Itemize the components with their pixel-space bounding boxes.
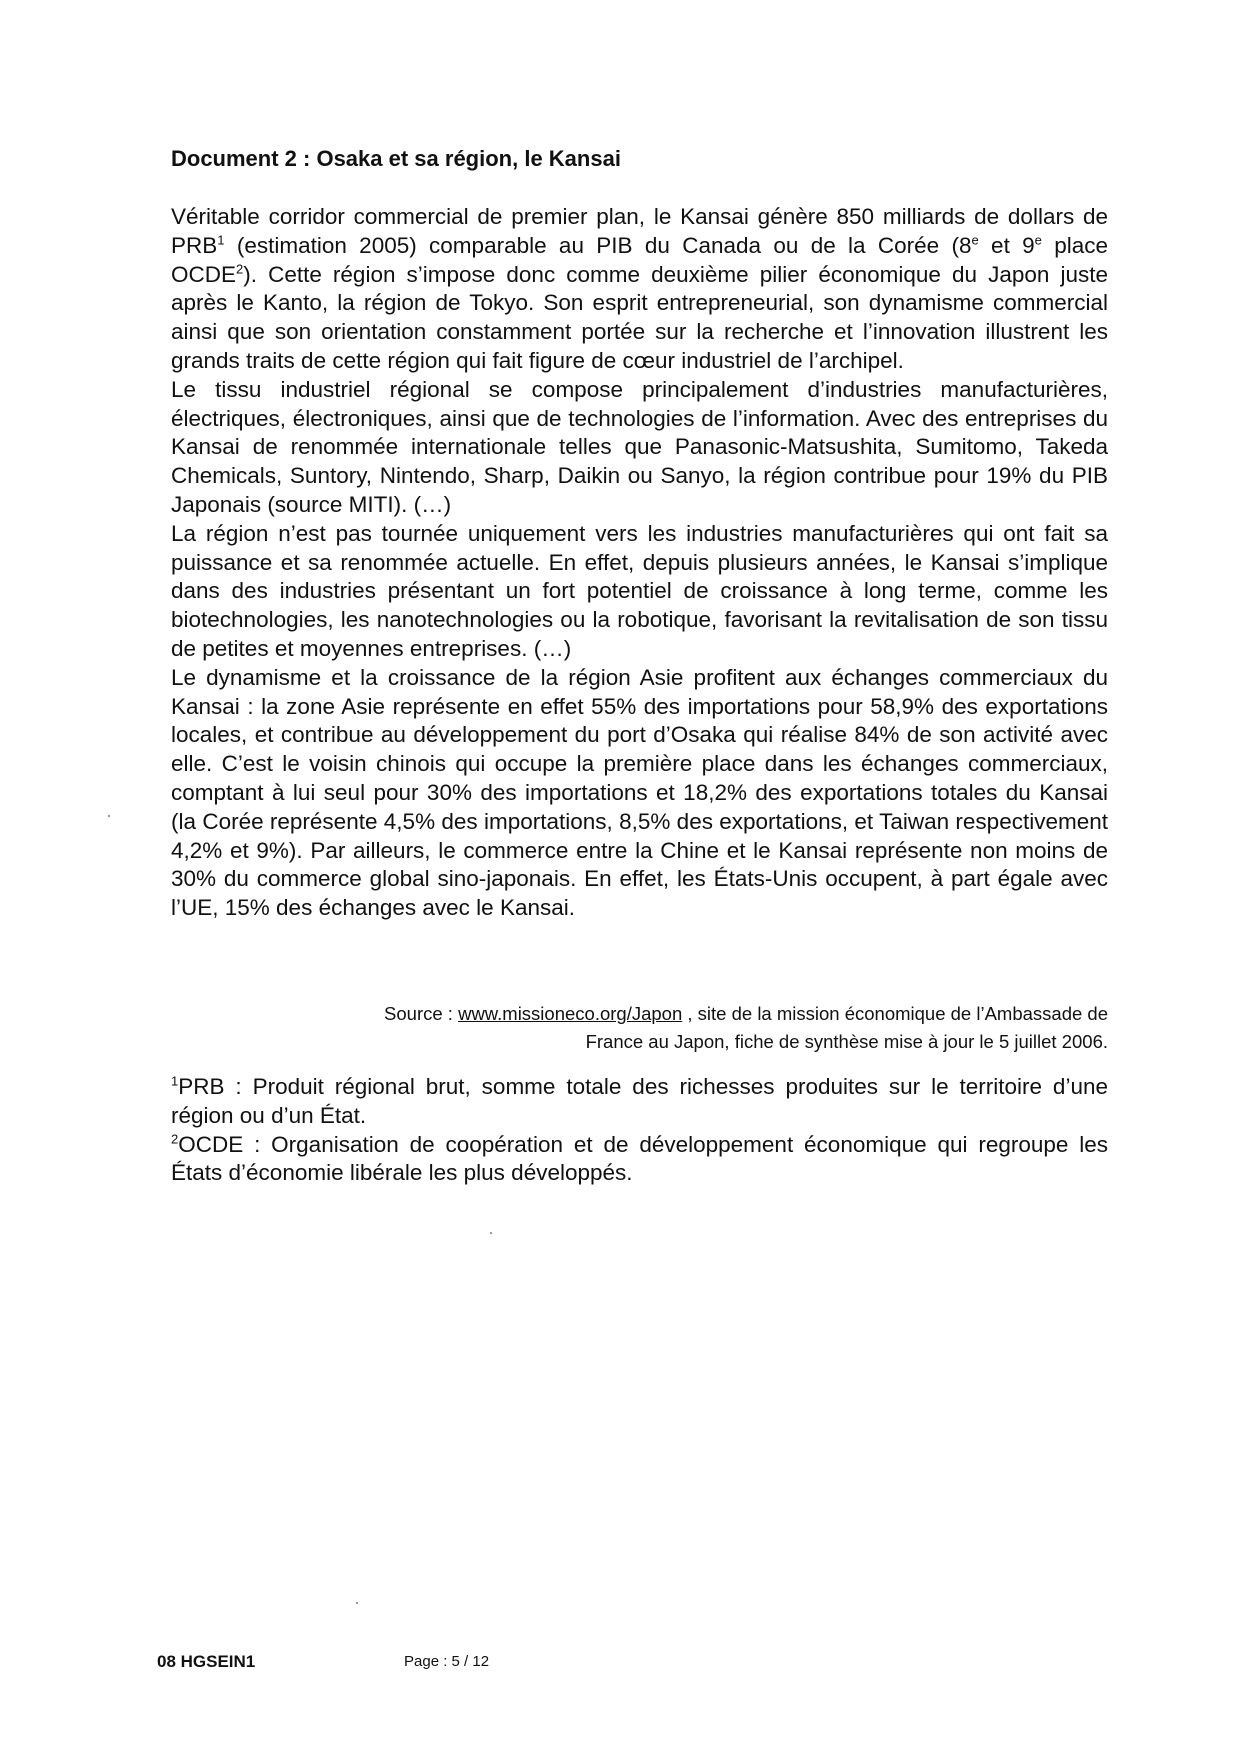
source-prefix: Source :	[384, 1003, 459, 1024]
paragraph-3: La région n’est pas tournée uniquement vers les industries manufacturières qui ont fait sa puissance et sa renommée actuelle. En effet, depuis plusieurs années, le Kansai s’implique dans des industries présentant un fort potentiel de croissance à long terme, comme les biotechnologies, les nanotechnologies ou la robotique, favorisant la revitalisation de son tissu de petites et moyennes entreprises. (…)	[171, 520, 1108, 661]
source-line-1-rest: , site de la mission économique de l’Ambassade de	[682, 1003, 1108, 1024]
scan-speck	[108, 815, 110, 817]
footnote-1-text: PRB : Produit régional brut, somme totale des richesses produites sur le territoire d’une région ou d’un État.	[171, 1074, 1108, 1128]
footnotes	[171, 1073, 1108, 1188]
paragraph-2: Le tissu industriel régional se compose principalement d’industries manufacturières, électriques, électroniques, ainsi que de technologies de l’information. Avec des entreprises du Kansai de renommée internationale telles que Panasonic-Matsushita, Sumitomo, Takeda Chemicals, Suntory, Nintendo, Sharp, Daikin ou Sanyo, la région contribue pour 19% du PIB Japonais (source MITI). (…)	[171, 376, 1108, 517]
footnote-2-mark: 2	[171, 1131, 179, 1147]
footer-page-number: Page : 5 / 12	[404, 1653, 490, 1670]
scan-speck	[490, 1232, 492, 1234]
paragraph-1-part-d: place OCDE	[171, 232, 1109, 287]
source-citation	[171, 1000, 1108, 1056]
source-line-1	[171, 1000, 1108, 1028]
paragraph-1-part-c: et 9	[978, 232, 1035, 258]
paragraph-4: Le dynamisme et la croissance de la région Asie profitent aux échanges commerciaux du Kansai : la zone Asie représente en effet 55% des importations pour 58,9% des exportations locales, et contribue au développement du port d’Osaka qui réalise 84% de son activité avec elle. C’est le voisin chinois qui occupe la première place dans les échanges commerciaux, comptant à lui seul pour 30% des importations et 18,2% des exportations totales du Kansai (la Corée représente 4,5% des importations, 8,5% des exportations, et Taiwan respectivement 4,2% et 9%). Par ailleurs, le commerce entre la Chine et le Kansai représente non moins de 30% du commerce global sino-japonais. En effet, les États-Unis occupent, à part égale avec l’UE, 15% des échanges avec le Kansai.	[171, 664, 1108, 921]
paragraph-1-part-a: Véritable corridor commercial de premier plan, le Kansai génère 850 milliards de dollars de PRB	[171, 204, 1108, 258]
paragraph-1	[171, 203, 1108, 376]
footnote-1-mark: 1	[171, 1073, 179, 1089]
footnote-2-text: OCDE : Organisation de coopération et de développement économique qui regroupe les États d’économie libérale les plus développés.	[171, 1131, 1108, 1186]
paragraph-1-part-e: ). Cette région s’impose donc comme deuxième pilier économique du Japon juste après le Kanto, la région de Tokyo. Son esprit entrepreneurial, son dynamisme commercial ainsi que son orientation constamment portée sur la recherche et l’innovation illustrent les grands traits de cette région qui fait figure de cœur industriel de l’archipel.	[171, 261, 1108, 373]
footnote-ref-2: 2	[236, 261, 244, 277]
ordinal-suffix-9e: e	[1034, 232, 1042, 248]
footer-document-code: 08 HGSEIN1	[157, 1652, 256, 1671]
document-body	[171, 203, 1108, 923]
footnote-2	[171, 1131, 1108, 1189]
footnote-ref-1: 1	[217, 232, 225, 248]
source-link[interactable]: www.missioneco.org/Japon	[458, 1003, 683, 1024]
source-line-2: France au Japon, fiche de synthèse mise à jour le 5 juillet 2006.	[585, 1031, 1108, 1052]
scan-speck	[356, 1602, 358, 1604]
document-title: Document 2 : Osaka et sa région, le Kansai	[171, 146, 621, 171]
ordinal-suffix-8e: e	[971, 232, 979, 248]
footnote-1	[171, 1073, 1108, 1131]
paragraph-1-part-b: (estimation 2005) comparable au PIB du Canada ou de la Corée (8	[224, 232, 972, 258]
